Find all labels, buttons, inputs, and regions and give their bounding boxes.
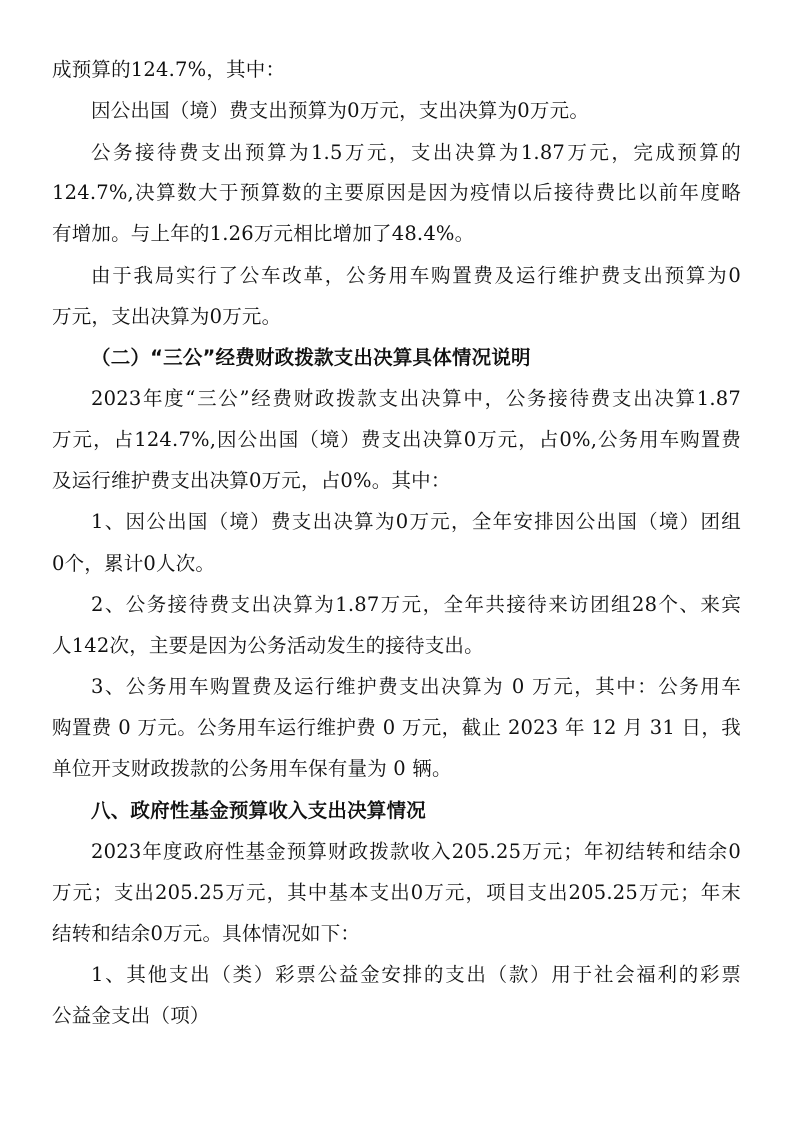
text-line-18: 单位开支财政拨款的公务用车保有量为 0 辆。 [52,757,452,780]
text-line-20: 2023年度政府性基金预算财政拨款收入205.25万元；年初结转和结余0 [91,840,741,863]
text-line-2: 因公出国（境）费支出预算为0万元，支出决算为0万元。 [91,99,590,122]
text-line-4: 124.7%,决算数大于预算数的主要原因是因为疫情以后接待费比以前年度略 [52,181,741,204]
text-line-7: 万元，支出决算为0万元。 [52,305,282,328]
text-line-10: 万元，占124.7%,因公出国（境）费支出决算0万元，占0%,公务用车购置费 [52,428,741,451]
section-heading-2: （二）“三公”经费财政拨款支出决算具体情况说明 [91,346,531,369]
text-line-13: 0个，累计0人次。 [52,552,216,575]
text-line-11: 及运行维护费支出决算0万元，占0%。其中： [52,469,451,492]
text-line-12: 1、因公出国（境）费支出决算为0万元，全年安排因公出国（境）团组 [91,510,741,533]
text-line-23: 1、其他支出（类）彩票公益金安排的支出（款）用于社会福利的彩票 [91,963,741,986]
text-line-5: 有增加。与上年的1.26万元相比增加了48.4%。 [52,222,475,245]
text-line-24: 公益金支出（项） [52,1004,210,1027]
text-line-22: 结转和结余0万元。具体情况如下： [52,922,361,945]
text-line-17: 购置费 0 万元。公务用车运行维护费 0 万元，截止 2023 年 12 月 31 日，我 [52,716,741,739]
text-line-3: 公务接待费支出预算为1.5万元，支出决算为1.87万元，完成预算的 [91,141,741,164]
section-heading-8: 八、政府性基金预算收入支出决算情况 [91,799,426,822]
text-line-6: 由于我局实行了公车改革，公务用车购置费及运行维护费支出预算为0 [91,264,741,287]
text-line-21: 万元；支出205.25万元，其中基本支出0万元，项目支出205.25万元；年末 [52,881,741,904]
text-line-15: 人142次，主要是因为公务活动发生的接待支出。 [52,634,484,657]
text-line-9: 2023年度“三公”经费财政拨款支出决算中，公务接待费支出决算1.87 [91,387,741,410]
text-line-1: 成预算的124.7%，其中： [52,58,286,81]
text-line-16: 3、公务用车购置费及运行维护费支出决算为 0 万元，其中：公务用车 [91,675,741,698]
text-line-14: 2、公务接待费支出决算为1.87万元，全年共接待来访团组28个、来宾 [91,593,741,616]
